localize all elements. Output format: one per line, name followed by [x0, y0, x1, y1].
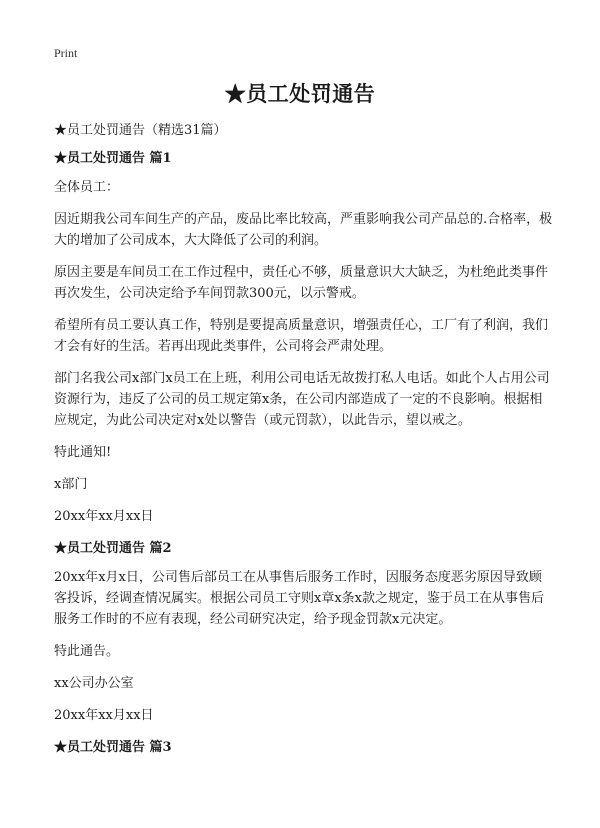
document-body [54, 120, 554, 766]
paragraph: 特此通告。 [54, 644, 120, 659]
paragraph: 原因主要是车间员工在工作过程中，责任心不够，质量意识大大缺乏，为杜绝此类事件再次发生，公司决定给予车间罚款300元，以示警戒。 [54, 265, 549, 301]
section-heading-1: ★员工处罚通告 篇1 [54, 151, 172, 166]
signature-date: 20xx年xx月xx日 [54, 509, 154, 524]
signature-office: xx公司办公室 [54, 676, 134, 691]
paragraph: 全体员工： [54, 180, 120, 195]
paragraph: 20xx年x月x日，公司售后部员工在从事售后服务工作时，因服务态度恶劣原因导致顾客投诉，经调查情况属实。根据公司员工守则x章x条x款之规定，鉴于员工在从事售后服务工作时的不应有表现，经公司研究决定，给予现金罚款x元决定。 [54, 570, 544, 627]
page-title: ★员工处罚通告 [224, 81, 376, 106]
section-heading-2: ★员工处罚通告 篇2 [54, 541, 172, 556]
paragraph: 因近期我公司车间生产的产品，废品比率比较高，严重影响我公司产品总的.合格率，极大的增加了公司成本，大大降低了公司的利润。 [54, 212, 553, 248]
section-heading-3: ★员工处罚通告 篇3 [54, 740, 172, 755]
print-link[interactable]: Print [54, 46, 78, 60]
document-subtitle: ★员工处罚通告（精选31篇） [54, 123, 227, 138]
paragraph: 希望所有员工要认真工作，特别是要提高质量意识，增强责任心，工厂有了利润，我们才会有好的生活。若再出现此类事件，公司将会严肃处理。 [54, 318, 549, 354]
paragraph: 特此通知! [54, 445, 112, 460]
signature-department: x部门 [54, 477, 88, 492]
paragraph: 部门名我公司x部门x员工在上班，利用公司电话无故拨打私人电话。如此个人占用公司资源行为，违反了公司的员工规定第x条，在公司内部造成了一定的不良影响。根据相应规定，为此公司决定对x处以警告（或元罚款），以此告示，望以戒之。 [54, 371, 550, 428]
signature-date: 20xx年xx月xx日 [54, 708, 154, 723]
